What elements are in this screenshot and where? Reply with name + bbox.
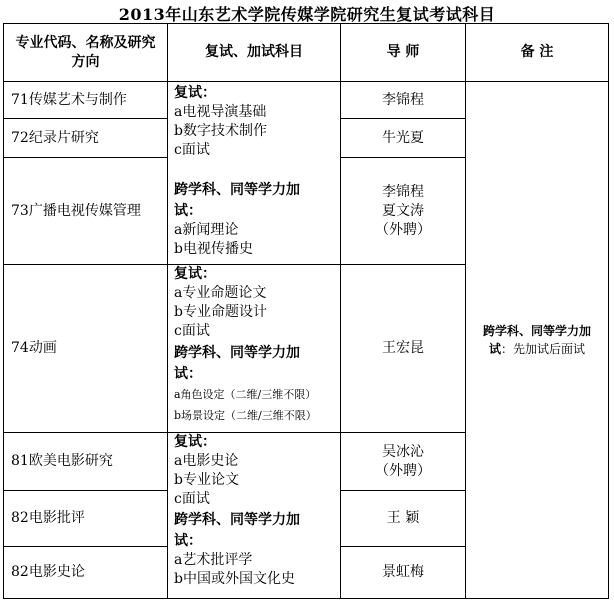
subject-item: a专业命题论文	[174, 285, 267, 301]
major-cell: 73广播电视传媒管理	[4, 158, 168, 265]
subject-item: c面试	[174, 491, 210, 507]
advisor-cell: 牛光夏	[341, 119, 466, 158]
major-cell: 71传媒艺术与制作	[4, 82, 168, 119]
advisor-cell	[341, 158, 466, 265]
header-advisor: 导 师	[341, 24, 466, 82]
advisor-cell: 王宏昆	[341, 265, 466, 433]
major-cell: 82电影批评	[4, 491, 168, 547]
subject-item: a电视导演基础	[174, 104, 267, 120]
header-subjects: 复试、加试科目	[168, 24, 341, 82]
retest-heading: 复试：	[174, 434, 216, 450]
advisor-name: 吴冰沁	[382, 443, 424, 460]
note-text: ：先加试后面试	[501, 342, 586, 356]
subject-item: b电视传播史	[174, 241, 253, 257]
extra-heading: 试：	[174, 203, 202, 219]
advisor-cell: 景虹梅	[341, 547, 466, 599]
extra-heading: 跨学科、同等学力加	[174, 512, 300, 528]
advisor-name: 李锦程	[382, 183, 424, 200]
subject-item: a角色设定（二维/三维不限）	[174, 388, 317, 401]
major-cell: 74动画	[4, 265, 168, 433]
header-notes: 备 注	[466, 24, 609, 82]
advisor-note: （外聘）	[375, 221, 431, 238]
subject-item: a艺术批评学	[174, 552, 253, 568]
note-bold: 试	[488, 342, 501, 356]
retest-heading: 复试：	[174, 266, 216, 282]
subjects-cell	[168, 82, 341, 265]
exam-subjects-table	[3, 23, 609, 599]
table-row	[4, 82, 609, 119]
header-row	[4, 24, 609, 82]
advisor-cell: 王 颖	[341, 491, 466, 547]
advisor-cell: 李锦程	[341, 82, 466, 119]
subject-item: b专业论文	[174, 472, 239, 488]
subjects-cell	[168, 433, 341, 599]
notes-cell	[466, 82, 609, 599]
extra-heading: 跨学科、同等学力加	[174, 182, 300, 198]
major-cell: 81欧美电影研究	[4, 433, 168, 491]
subject-item: c面试	[174, 323, 210, 339]
subject-item: c面试	[174, 142, 210, 158]
retest-heading: 复试：	[174, 85, 216, 101]
extra-heading: 试：	[174, 533, 202, 549]
subject-item: b场景设定（二维/三维不限）	[174, 409, 317, 422]
subject-item: a新闻理论	[174, 222, 239, 238]
subject-item: a电影史论	[174, 453, 239, 469]
advisor-note: （外聘）	[375, 462, 431, 479]
advisor-cell	[341, 433, 466, 491]
note-bold: 跨学科、同等学力加	[482, 324, 591, 338]
extra-heading: 试：	[174, 366, 202, 382]
extra-heading: 跨学科、同等学力加	[174, 345, 300, 361]
advisor-name: 夏文涛	[382, 202, 424, 219]
subject-item: b专业命题设计	[174, 304, 267, 320]
subject-item: b中国或外国文化史	[174, 571, 295, 587]
page-title: 2013年山东艺术学院传媒学院研究生复试考试科目	[118, 5, 496, 24]
subject-item: b数字技术制作	[174, 123, 267, 139]
major-cell: 72纪录片研究	[4, 119, 168, 158]
major-cell: 82电影史论	[4, 547, 168, 599]
header-major: 专业代码、名称及研究方向	[4, 24, 168, 82]
subjects-cell	[168, 265, 341, 433]
